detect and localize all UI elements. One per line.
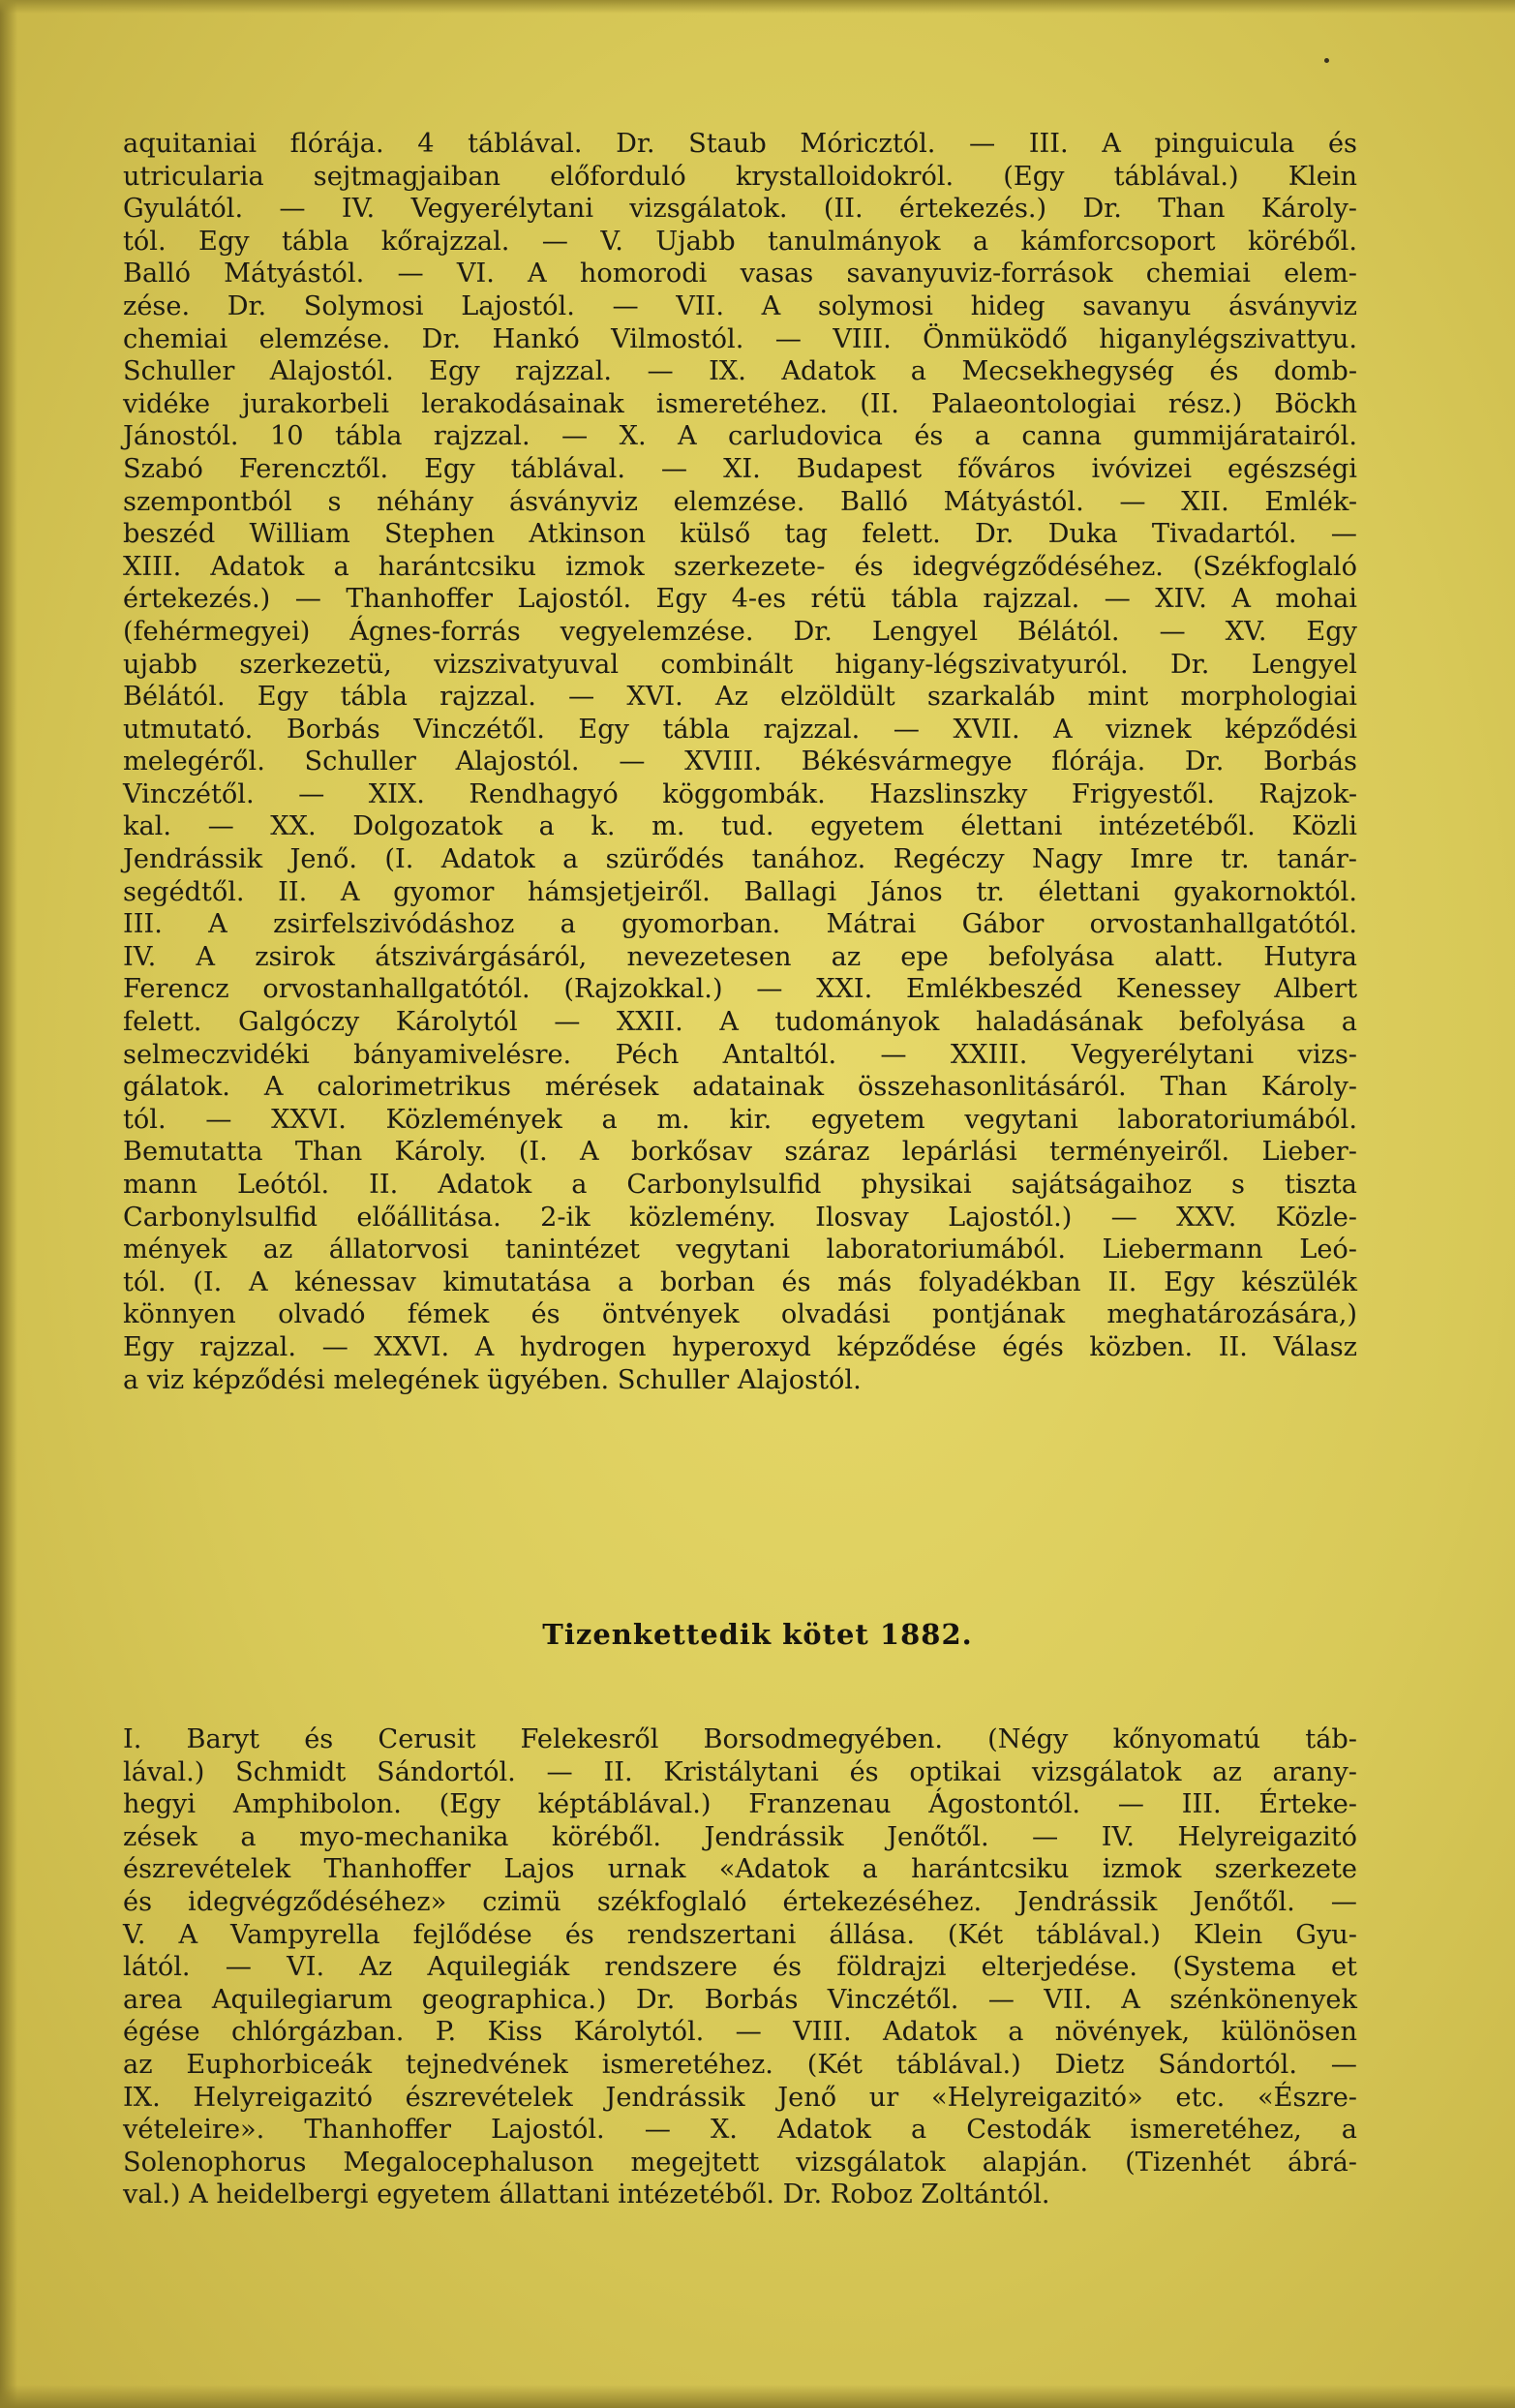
text-line: Bemutatta Than Károly. (I. A borkősav száraz lepárlási terményeiről. Lieber- — [123, 1137, 1357, 1168]
text-line: (fehérmegyei) Ágnes-forrás vegyelemzése. Dr. Lengyel Bélától. — XV. Egy — [123, 616, 1357, 647]
text-line: IX. Helyreigazitó észrevételek Jendrássik Jenő ur «Helyreigazitó» etc. «Észre- — [123, 2082, 1357, 2113]
text-line: melegéről. Schuller Alajostól. — XVIII. Békésvármegye flórája. Dr. Borbás — [123, 747, 1357, 777]
text-line: Schuller Alajostól. Egy rajzzal. — IX. Adatok a Mecsekhegység és domb- — [123, 356, 1357, 387]
text-line: utricularia sejtmagjaiban előforduló krystalloidokról. (Egy táblával.) Klein — [123, 161, 1357, 192]
text-line: lától. — VI. Az Aquilegiák rendszere és földrajzi elterjedése. (Systema et — [123, 1952, 1357, 1983]
text-line: Balló Mátyástól. — VI. A homorodi vasas savanyuviz-források chemiai elem- — [123, 259, 1357, 290]
text-line: tól. (I. A kénessav kimutatása a borban és más folyadékban II. Egy készülék — [123, 1266, 1357, 1297]
text-line: égése chlórgázban. P. Kiss Károlytól. — VIII. Adatok a növények, különösen — [123, 2017, 1357, 2048]
text-line: Ferencz orvostanhallgatótól. (Rajzokkal.) — XXI. Emlékbeszéd Kenessey Albert — [123, 974, 1357, 1005]
text-line: tól. Egy tábla kőrajzzal. — V. Ujabb tanulmányok a kámforcsoport köréből. — [123, 226, 1357, 257]
text-line: értekezés.) — Thanhoffer Lajostól. Egy 4-es rétü tábla rajzzal. — XIV. A mohai — [123, 584, 1357, 615]
text-line: és idegvégződéséhez» czimü székfoglaló értekezéséhez. Jendrássik Jenőtől. — — [123, 1886, 1357, 1917]
text-line: Solenophorus Megalocephaluson megejtett vizsgálatok alapján. (Tizenhét ábrá- — [123, 2147, 1357, 2178]
text-line: zése. Dr. Solymosi Lajostól. — VII. A solymosi hideg savanyu ásványviz — [123, 290, 1357, 321]
text-line: Jendrássik Jenő. (I. Adatok a szürődés tanához. Regéczy Nagy Imre tr. tanár- — [123, 844, 1357, 875]
text-line: zések a myo-mechanika köréből. Jendrássik Jenőtől. — IV. Helyreigazitó — [123, 1821, 1357, 1852]
text-line: utmutató. Borbás Vinczétől. Egy tábla rajzzal. — XVII. A viznek képződési — [123, 714, 1357, 745]
text-line: I. Baryt és Cerusit Felekesről Borsodmegyében. (Négy kőnyomatú táb- — [123, 1724, 1357, 1754]
text-line: gálatok. A calorimetrikus mérések adatainak összehasonlitásáról. Than Károly- — [123, 1072, 1357, 1103]
text-line: area Aquilegiarum geographica.) Dr. Borbás Vinczétől. — VII. A szénkönenyek — [123, 1984, 1357, 2015]
section-heading-volume-12: Tizenkettedik kötet 1882. — [542, 1618, 973, 1651]
contents-block-volume-12 — [123, 1723, 1357, 2211]
text-line: felett. Galgóczy Károlytól — XXII. A tudományok haladásának befolyása a — [123, 1007, 1357, 1038]
text-line: Carbonylsulfid előállitása. 2-ik közlemény. Ilosvay Lajostól.) — XXV. Közle- — [123, 1202, 1357, 1233]
contents-block-volume-11 — [123, 128, 1357, 1396]
text-line: Vinczétől. — XIX. Rendhagyó köggombák. Hazslinszky Frigyestől. Rajzok- — [123, 778, 1357, 809]
text-line: beszéd William Stephen Atkinson külső tag felett. Dr. Duka Tivadartól. — — [123, 519, 1357, 550]
text-line: kal. — XX. Dolgozatok a k. m. tud. egyetem élettani intézetéből. Közli — [123, 811, 1357, 842]
text-line: Egy rajzzal. — XXVI. A hydrogen hyperoxyd képződése égés közben. II. Válasz — [123, 1331, 1357, 1362]
text-line: mények az állatorvosi tanintézet vegytani laboratoriumából. Liebermann Leó- — [123, 1234, 1357, 1265]
text-line: az Euphorbiceák tejnedvének ismeretéhez. (Két táblával.) Dietz Sándortól. — — [123, 2049, 1357, 2080]
text-line: ujabb szerkezetü, vizszivatyuval combinált higany-légszivatyuról. Dr. Lengyel — [123, 649, 1357, 680]
text-line: Gyulától. — IV. Vegyerélytani vizsgálatok. (II. értekezés.) Dr. Than Károly- — [123, 194, 1357, 225]
text-line: észrevételek Thanhoffer Lajos urnak «Adatok a harántcsiku izmok szerkezete — [123, 1854, 1357, 1885]
text-line: Jánostól. 10 tábla rajzzal. — X. A carludovica és a canna gummijáratairól. — [123, 421, 1357, 452]
page-shadow-left — [0, 0, 17, 2408]
text-line: hegyi Amphibolon. (Egy képtáblával.) Franzenau Ágostontól. — III. Érteke- — [123, 1789, 1357, 1820]
text-line: könnyen olvadó fémek és öntvények olvadási pontjának meghatározására,) — [123, 1299, 1357, 1330]
text-line: XIII. Adatok a harántcsiku izmok szerkezete- és idegvégződéséhez. (Székfoglaló — [123, 551, 1357, 582]
text-line: Bélától. Egy tábla rajzzal. — XVI. Az elzöldült szarkaláb mint morphologiai — [123, 682, 1357, 713]
page-shadow-bottom — [0, 2385, 1515, 2408]
text-line: mann Leótól. II. Adatok a Carbonylsulfid physikai sajátságaihoz s tiszta — [123, 1170, 1357, 1200]
text-line: segédtől. II. A gyomor hámsjetjeiről. Ballagi János tr. élettani gyakornoktól. — [123, 876, 1357, 907]
page-shadow-top — [0, 0, 1515, 14]
text-line: val.) A heidelbergi egyetem állattani intézetéből. Dr. Roboz Zoltántól. — [123, 2179, 1050, 2210]
text-line: vidéke jurakorbeli lerakodásainak ismeretéhez. (II. Palaeontologiai rész.) Böckh — [123, 388, 1357, 419]
text-line: V. A Vampyrella fejlődése és rendszertani állása. (Két táblával.) Klein Gyu- — [123, 1919, 1357, 1950]
text-line: a viz képződési melegének ügyében. Schuller Alajostól. — [123, 1364, 862, 1395]
text-line: vételeire». Thanhoffer Lajostól. — X. Adatok a Cestodák ismeretéhez, a — [123, 2115, 1357, 2146]
text-line: selmeczvidéki bányamivelésre. Péch Antaltól. — XXIII. Vegyerélytani vizs- — [123, 1039, 1357, 1070]
text-line: IV. A zsirok átszivárgásáról, nevezetesen az epe befolyása alatt. Hutyra — [123, 941, 1357, 972]
text-line: chemiai elemzése. Dr. Hankó Vilmostól. — VIII. Önmüködő higanylégszivattyu. — [123, 323, 1357, 354]
text-line: aquitaniai flórája. 4 táblával. Dr. Staub Móricztól. — III. A pinguicula és — [123, 129, 1357, 159]
text-line: Szabó Ferencztől. Egy táblával. — XI. Budapest főváros ivóvizei egészségi — [123, 453, 1357, 484]
text-line: III. A zsirfelszivódáshoz a gyomorban. Mátrai Gábor orvostanhallgatótól. — [123, 909, 1357, 940]
text-line: lával.) Schmidt Sándortól. — II. Kristálytani és optikai vizsgálatok az arany- — [123, 1756, 1357, 1787]
text-line: tól. — XXVI. Közlemények a m. kir. egyetem vegytani laboratoriumából. — [123, 1104, 1357, 1135]
ink-speck — [1324, 58, 1329, 63]
text-line: szempontból s néhány ásványviz elemzése. Balló Mátyástól. — XII. Emlék- — [123, 486, 1357, 517]
